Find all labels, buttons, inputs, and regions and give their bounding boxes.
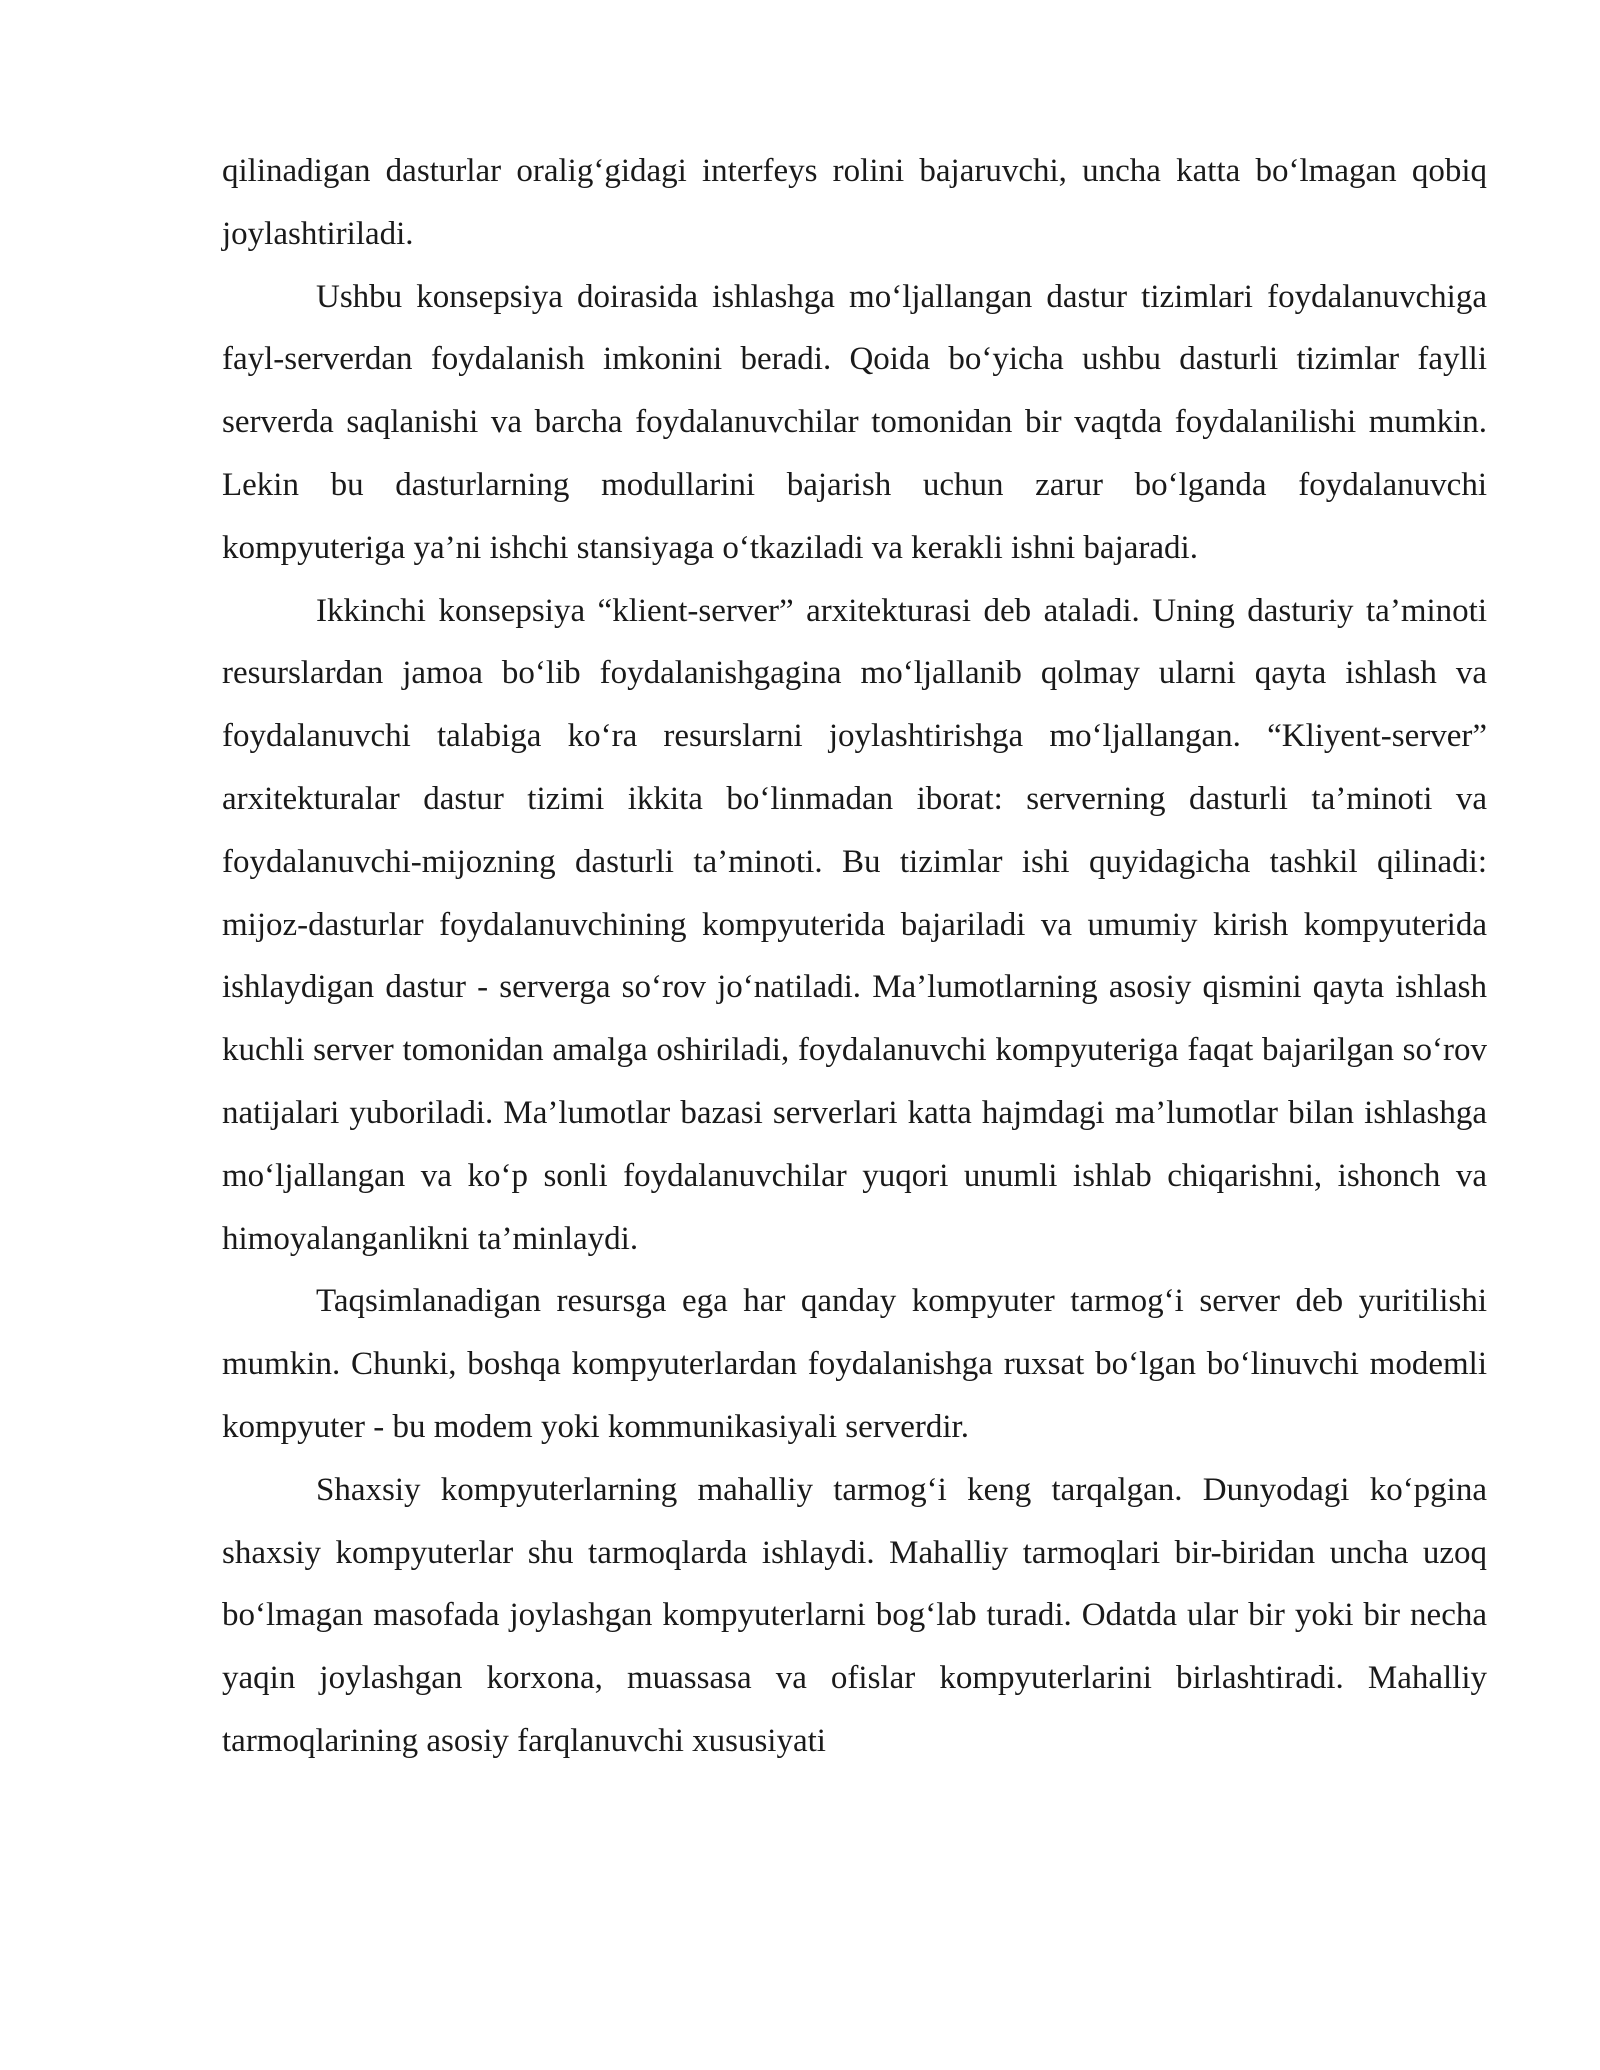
document-body <box>222 140 1487 1773</box>
paragraph-2: Ushbu konsepsiya doirasida ishlashga mo‘ljallangan dastur tizimlari foydalanuvchiga fayl-serverdan foydalanish imkonini beradi. Qoida bo‘yicha ushbu dasturli tizimlar faylli serverda saqlanishi va barcha foydalanuvchilar tomonidan bir vaqtda foydalanilishi mumkin. Lekin bu dasturlarning modullarini bajarish uchun zarur bo‘lganda foydalanuvchi kompyuteriga ya’ni ishchi stansiyaga o‘tkaziladi va kerakli ishni bajaradi. <box>222 278 1487 566</box>
paragraph-5: Shaxsiy kompyuterlarning mahalliy tarmog‘i keng tarqalgan. Dunyodagi ko‘pgina shaxsiy kompyuterlar shu tarmoqlarda ishlaydi. Mahalliy tarmoqlari bir-biridan uncha uzoq bo‘lmagan masofada joylashgan kompyuterlarni bog‘lab turadi. Odatda ular bir yoki bir necha yaqin joylashgan korxona, muassasa va ofislar kompyuterlarini birlashtiradi. Mahalliy tarmoqlarining asosiy farqlanuvchi xususiyati <box>222 1471 1487 1759</box>
paragraph-4: Taqsimlanadigan resursga ega har qanday kompyuter tarmog‘i server deb yuritilishi mumkin. Chunki, boshqa kompyuterlardan foydalanishga ruxsat bo‘lgan bo‘linuvchi modemli kompyuter - bu modem yoki kommunikasiyali serverdir. <box>222 1283 1487 1445</box>
paragraph-1: qilinadigan dasturlar oralig‘gidagi interfeys rolini bajaruvchi, uncha katta bo‘lmagan qobiq joylashtiriladi. <box>222 153 1487 252</box>
paragraph-3: Ikkinchi konsepsiya “klient-server” arxitekturasi deb ataladi. Uning dasturiy ta’minoti resurslardan jamoa bo‘lib foydalanishgagina mo‘ljallanib qolmay ularni qayta ishlash va foydalanuvchi talabiga ko‘ra resurslarni joylashtirishga mo‘ljallangan. “Kliyent-server” arxitekturalar dastur tizimi ikkita bo‘linmadan iborat: serverning dasturli ta’minoti va foydalanuvchi-mijozning dasturli ta’minoti. Bu tizimlar ishi quyidagicha tashkil qilinadi: mijoz-dasturlar foydalanuvchining kompyuterida bajariladi va umumiy kirish kompyuterida ishlaydigan dastur - serverga so‘rov jo‘natiladi. Ma’lumotlarning asosiy qismini qayta ishlash kuchli server tomonidan amalga oshiriladi, foydalanuvchi kompyuteriga faqat bajarilgan so‘rov natijalari yuboriladi. Ma’lumotlar bazasi serverlari katta hajmdagi ma’lumotlar bilan ishlashga mo‘ljallangan va ko‘p sonli foydalanuvchilar yuqori unumli ishlab chiqarishni, ishonch va himoyalanganlikni ta’minlaydi. <box>222 592 1487 1257</box>
